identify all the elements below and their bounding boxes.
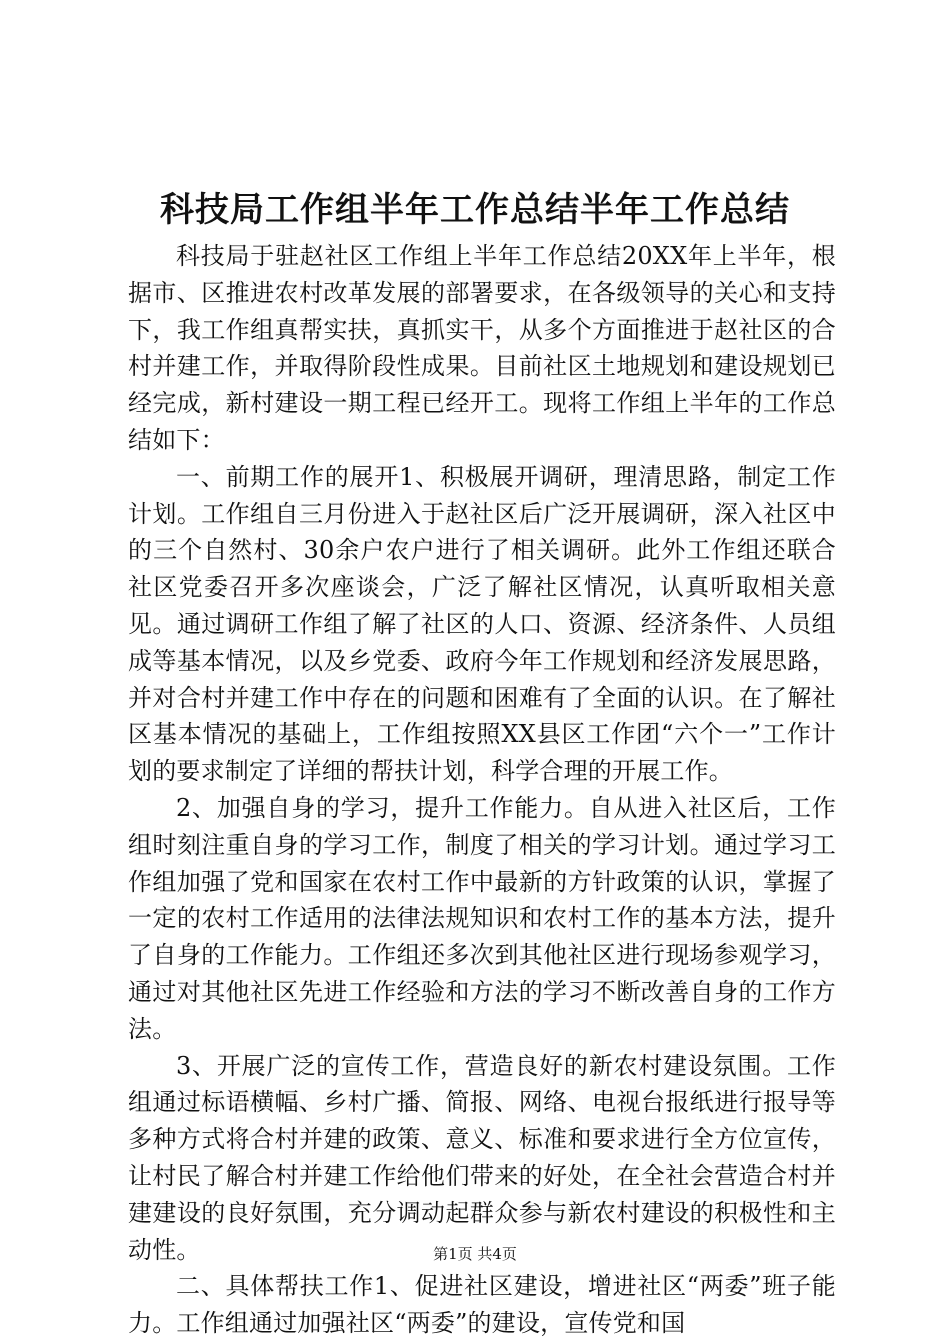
paragraph-section-2: 二、具体帮扶工作1、促进社区建设，增进社区“两委”班子能力。工作组通过加强社区“两委”的建设，宣传党和国	[128, 1272, 836, 1338]
paragraph-section-1-2: 2、加强自身的学习，提升工作能力。自从进入社区后，工作组时刻注重自身的学习工作，制度了相关的学习计划。通过学习工作组加强了党和国家在农村工作中最新的方针政策的认识，掌握了一定的农村工作适用的法律法规知识和农村工作的基本方法，提升了自身的工作能力。工作组还多次到其他社区进行现场参观学习，通过对其他社区先进工作经验和方法的学习不断改善自身的工作方法。	[128, 793, 836, 1043]
paragraph-intro: 科技局于驻赵社区工作组上半年工作总结20XX年上半年，根据市、区推进农村改革发展的部署要求，在各级领导的关心和支持下，我工作组真帮实扶，真抓实干，从多个方面推进于赵社区的合村并建工作，并取得阶段性成果。目前社区土地规划和建设规划已经完成，新村建设一期工程已经开工。现将工作组上半年的工作总结如下：	[128, 242, 836, 454]
paragraph-section-1-3: 3、开展广泛的宣传工作，营造良好的新农村建设氛围。工作组通过标语横幅、乡村广播、简报、网络、电视台报纸进行报导等多种方式将合村并建的政策、意义、标准和要求进行全方位宣传，让村民了解合村并建工作给他们带来的好处，在全社会营造合村并建建设的良好氛围，充分调动起群众参与新农村建设的积极性和主动性。	[128, 1051, 836, 1264]
document-body	[128, 238, 836, 1342]
page-number-footer: 第1页 共4页	[433, 1245, 517, 1263]
document-title: 科技局工作组半年工作总结半年工作总结	[160, 190, 790, 230]
paragraph-section-1: 一、前期工作的展开1、积极展开调研，理清思路，制定工作计划。工作组自三月份进入于赵社区后广泛开展调研，深入社区中的三个自然村、30余户农户进行了相关调研。此外工作组还联合社区党委召开多次座谈会，广泛了解社区情况，认真听取相关意见。通过调研工作组了解了社区的人口、资源、经济条件、人员组成等基本情况，以及乡党委、政府今年工作规划和经济发展思路，并对合村并建工作中存在的问题和困难有了全面的认识。在了解社区基本情况的基础上，工作组按照XX县区工作团“六个一”工作计划的要求制定了详细的帮扶计划，科学合理的开展工作。	[128, 462, 836, 786]
